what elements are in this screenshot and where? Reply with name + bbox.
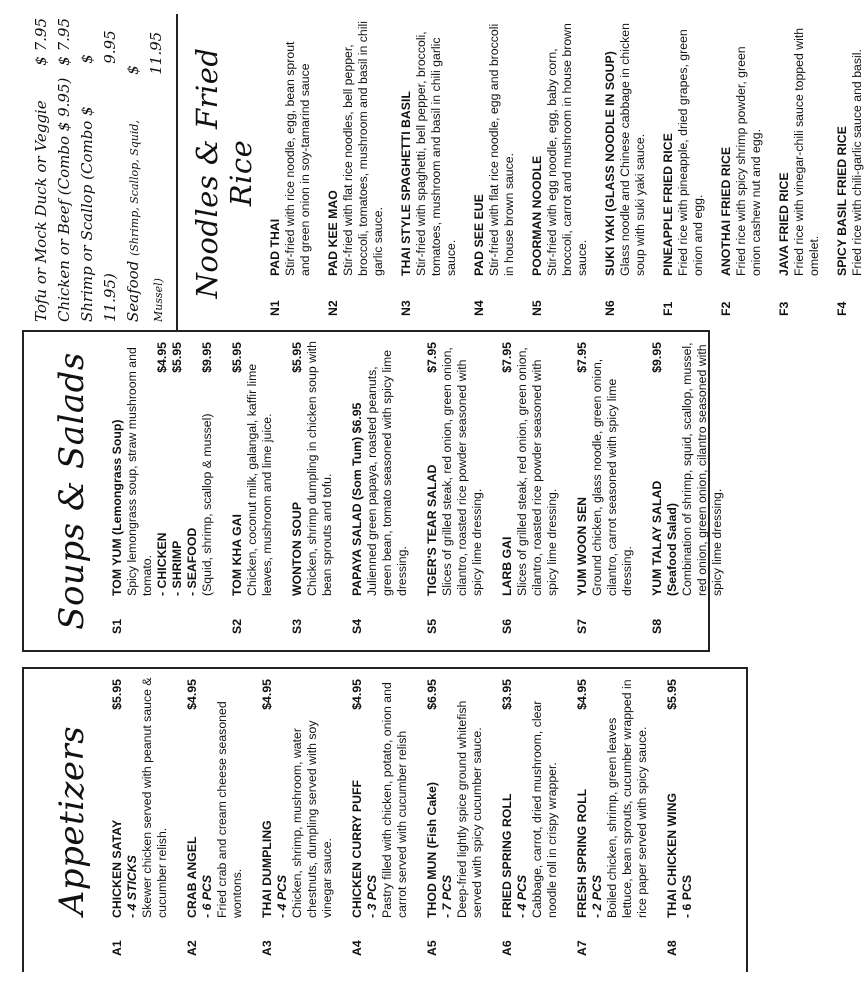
menu-item-n5 <box>530 14 590 332</box>
item-code: S4 <box>350 618 364 634</box>
item-desc: Stir-fried with rice noodle, egg, bean sprout and green onion in soy-tamarind sauce <box>283 41 312 276</box>
item-desc: Cabbage, carrot, dried mushroom, clear noodle roll in crispy wrapper. <box>530 700 559 918</box>
protein-choice <box>53 78 76 322</box>
menu-item-f2 <box>719 14 764 332</box>
item-price: $7.95 <box>575 342 589 373</box>
item-name: THOD MUN (Fish Cake) <box>425 782 439 918</box>
item-desc: Deep-fried lightly spice ground whitefish served with spicy cucumber sauce. <box>455 700 484 918</box>
item-code: A5 <box>425 940 439 956</box>
item-name: CHICKEN CURRY PUFF <box>350 779 364 918</box>
item-name: THAI DUMPLING <box>260 820 274 918</box>
seafood-note-line <box>200 340 215 596</box>
item-name: FRIED SPRING ROLL <box>500 793 514 918</box>
menu-item-s3 <box>290 332 335 650</box>
item-desc: Ground chicken, glass noodle, green onion, cilantro, carrot seasoned with spicy lime dressing. <box>590 358 634 596</box>
menu-item-s6 <box>500 332 560 650</box>
item-portion: - 7 PCS <box>440 874 454 918</box>
item-code: A8 <box>665 940 679 956</box>
protein-choice-row <box>122 14 170 332</box>
item-code: S6 <box>500 618 514 634</box>
item-desc: Slices of grilled steak, red onion, green onion, cilantro, roasted rice powder seasoned with spicy lime dressing. <box>515 347 559 596</box>
menu-item-f4 <box>835 14 865 332</box>
item-code: A7 <box>575 940 589 956</box>
item-code: A6 <box>500 940 514 956</box>
item-name: PAPAYA SALAD (Som Tum) $6.95 <box>350 402 364 596</box>
item-code: N6 <box>603 300 617 316</box>
item-name: ANOTHAI FRIED RICE <box>719 146 733 276</box>
item-portion: - 4 STICKS <box>125 855 139 918</box>
protein-choices <box>30 14 170 332</box>
menu-item-n4 <box>472 14 517 332</box>
item-price: $4.95 <box>350 679 364 710</box>
variant-price: $5.95 <box>170 342 184 373</box>
item-code: N5 <box>530 300 544 316</box>
menu-item-f1 <box>661 14 706 332</box>
item-desc: Spicy lemongrass soup, straw mushroom and tomato. <box>125 347 154 596</box>
item-portion: (Seafood Salad) <box>665 503 679 596</box>
choice-price: $ 9.95 <box>78 30 119 64</box>
item-name: JAVA FRIED RICE <box>777 172 791 276</box>
item-desc: Stir-fried with flat rice noodles, bell pepper, broccoli, tomatoes, mushroom and basil in chili garlic sauce. <box>341 21 385 276</box>
menu-item-a3 <box>260 669 335 972</box>
item-code: A3 <box>260 940 274 956</box>
item-code: S2 <box>230 618 244 634</box>
item-name: SPICY BASIL FRIED RICE <box>835 126 849 276</box>
item-portion: - 4 PCS <box>275 874 289 918</box>
item-price: $4.95 <box>260 679 274 710</box>
choice-combo: (Combo $ 9.95) <box>55 77 73 196</box>
variant-label: - SEAFOOD <box>185 527 199 596</box>
item-name: CRAB ANGEL <box>185 836 199 918</box>
menu-item-n2 <box>326 14 386 332</box>
noodles-title: Noodles & Fried Rice <box>190 47 258 299</box>
protein-choice <box>122 75 170 322</box>
protein-choice-row <box>30 14 53 332</box>
item-name: TIGER'S TEAR SALAD <box>425 464 439 596</box>
menu-item-s2 <box>230 332 275 650</box>
item-name: CHICKEN SATAY <box>110 819 124 918</box>
choices-divider <box>176 14 178 332</box>
item-desc: Boiled chicken, shrimp, green leaves lettuce, bean sprouts, cucumber wrapped in rice paper served with spicy sauce. <box>605 679 649 918</box>
item-desc: Pastry filled with chicken, potato, onion and carrot served with cucumber relish <box>380 682 409 918</box>
item-name: YUM TALAY SALAD <box>650 480 664 596</box>
menu-item-s4 <box>350 332 410 650</box>
item-name: PAD THAI <box>268 218 282 276</box>
choice-label: Tofu or Mock Duck or Veggie <box>32 100 50 322</box>
item-code: N2 <box>326 300 340 316</box>
variant-seafood <box>185 340 200 596</box>
item-desc: Fried crab and cream cheese seasoned wontons. <box>215 701 244 918</box>
item-code: N3 <box>399 300 413 316</box>
item-desc: Chicken, shrimp, mushroom, water chestnuts, dumpling served with soy vinegar sauce. <box>290 720 334 918</box>
menu-item-f3 <box>777 14 822 332</box>
item-desc: Chicken, shrimp dumpling in chicken soup with bean sprouts and tofu. <box>305 341 334 596</box>
noodles-list <box>268 14 865 332</box>
item-code: A1 <box>110 940 124 956</box>
item-code: S5 <box>425 618 439 634</box>
menu-item-s8 <box>650 332 725 650</box>
item-price: $5.95 <box>110 679 124 710</box>
noodles-panel <box>30 14 864 332</box>
seafood-note: (Squid, shrimp, scallop & mussel) <box>200 413 214 596</box>
variant-label: - CHICKEN <box>155 532 169 596</box>
item-code: F1 <box>661 301 675 316</box>
item-portion: - 6 PCS <box>200 874 214 918</box>
item-desc: Chicken, coconut milk, galangal, kaffir lime leaves, mushroom and lime juice. <box>245 363 274 596</box>
menu-item-s1 <box>110 332 215 650</box>
item-price: $9.95 <box>650 342 664 373</box>
item-name: FRESH SPRING ROLL <box>575 788 589 918</box>
item-price: $5.95 <box>230 342 244 373</box>
variant-price: $4.95 <box>155 342 169 373</box>
protein-choice-row <box>76 14 122 332</box>
item-code: S1 <box>110 618 124 634</box>
item-name: LARB GAI <box>500 536 514 596</box>
item-code: S3 <box>290 618 304 634</box>
item-code: F4 <box>835 301 849 316</box>
item-name: POORMAN NOODLE <box>530 155 544 276</box>
menu-item-n1 <box>268 14 313 332</box>
item-desc: Julienned green papaya, roasted peanuts, green bean, tomato seasoned with spicy lime dressing. <box>365 349 409 596</box>
item-name: TOM KHA GAI <box>230 514 244 596</box>
item-name: PINEAPPLE FRIED RICE <box>661 133 675 276</box>
choice-price: $ 11.95 <box>124 31 165 75</box>
item-desc: Fried rice with pineapple, dried grapes, green onion and egg. <box>676 29 705 276</box>
item-desc: Glass noodle and Chinese cabbage in chicken soup with suki yaki sauce. <box>618 23 647 276</box>
item-code: S7 <box>575 618 589 634</box>
item-portion: - 2 PCS <box>590 874 604 918</box>
item-name: SUKI YAKI (GLASS NOODLE IN SOUP) <box>603 51 617 276</box>
item-name: PAD SEE EUE <box>472 194 486 276</box>
soups-title: Soups & Salads <box>52 352 92 630</box>
item-portion: - 4 PCS <box>515 874 529 918</box>
variant-label: - SHRIMP <box>170 540 184 596</box>
item-code: N1 <box>268 300 282 316</box>
item-desc: Slices of grilled steak, red onion, green onion, cilantro, roasted rice powder seasoned with spicy lime dressing. <box>440 347 484 596</box>
item-price: $4.95 <box>575 679 589 710</box>
variant-chicken <box>155 340 170 596</box>
item-name: THAI CHICKEN WING <box>665 792 679 918</box>
menu-item-a5 <box>425 669 485 972</box>
item-desc: Fried rice with chili-garlic sauce and basil. <box>850 49 864 276</box>
item-name: TOM YUM (Lemongrass Soup) <box>110 419 124 596</box>
menu-item-a1 <box>110 669 170 972</box>
soups-panel <box>22 330 724 652</box>
item-code: F3 <box>777 301 791 316</box>
choice-combo: (Combo $ 11.95) <box>78 106 119 322</box>
appetizers-title: Appetizers <box>52 725 92 916</box>
item-price: $4.95 <box>185 679 199 710</box>
item-desc: Fried rice with vinegar-chili sauce topped with omelet. <box>792 27 821 276</box>
item-name: YUM WOON SEN <box>575 496 589 596</box>
item-price: $7.95 <box>425 342 439 373</box>
menu-item-n6 <box>603 14 648 332</box>
item-desc: Skewer chicken served with peanut sauce & cucumber relish. <box>140 677 169 918</box>
protein-choice <box>30 100 53 322</box>
item-code: F2 <box>719 301 733 316</box>
soups-list <box>230 332 725 650</box>
menu-item-a6 <box>500 669 560 972</box>
item-portion: - 6 PCS <box>680 874 694 918</box>
item-name: THAI STYLE SPAGHETTI BASIL <box>399 91 413 276</box>
seafood-price: $9.95 <box>200 342 214 373</box>
menu-item-a7 <box>575 669 650 972</box>
menu-item-s5 <box>425 332 485 650</box>
item-price: $5.95 <box>665 679 679 710</box>
choice-price: $ 7.95 <box>32 18 50 66</box>
item-desc: Stir-fried with egg noodle, egg, baby corn, broccoli, carrot and mushroom in house brown sauce. <box>545 23 589 276</box>
item-desc: Stir-fried with spaghetti, bell pepper, broccoli, tomatoes, mushroom and basil in chili garlic sauce. <box>414 31 458 276</box>
menu-item-a2 <box>185 669 245 972</box>
choice-price: $ 7.95 <box>55 18 73 66</box>
item-desc: Fried rice with spicy shrimp powder, green onion cashew nut and egg. <box>734 46 763 276</box>
menu-item-n3 <box>399 14 459 332</box>
variant-shrimp <box>170 340 185 596</box>
item-price: $6.95 <box>425 679 439 710</box>
item-code: A4 <box>350 940 364 956</box>
protein-choice-row <box>53 14 76 332</box>
choice-label: Seafood <box>124 260 142 322</box>
item-code: S8 <box>650 618 664 634</box>
choice-label: Shrimp or Scallop <box>78 184 96 322</box>
item-portion: - 3 PCS <box>365 874 379 918</box>
item-price: $3.95 <box>500 679 514 710</box>
appetizers-list <box>110 669 695 972</box>
item-price: $7.95 <box>500 342 514 373</box>
item-name: PAD KEE MAO <box>326 190 340 276</box>
protein-choice <box>76 64 122 322</box>
item-desc: Stir-fried with flat rice noodle, egg and broccoli in house brown sauce. <box>487 23 516 276</box>
appetizers-panel <box>22 667 748 972</box>
item-desc: Combination of shrimp, squid, scallop, mussel, red onion, green onion, cilantro seasoned with spicy lime dressing. <box>680 342 724 596</box>
choice-combo: (Shrimp, Scallop, Squid, Mussel) <box>128 120 165 322</box>
menu-item-s7 <box>575 332 635 650</box>
menu-item-a4 <box>350 669 410 972</box>
item-price: $5.95 <box>290 342 304 373</box>
item-name: WONTON SOUP <box>290 501 304 596</box>
choice-label: Chicken or Beef <box>55 199 73 322</box>
item-code: A2 <box>185 940 199 956</box>
item-code: N4 <box>472 300 486 316</box>
menu-item-a8 <box>665 669 695 972</box>
